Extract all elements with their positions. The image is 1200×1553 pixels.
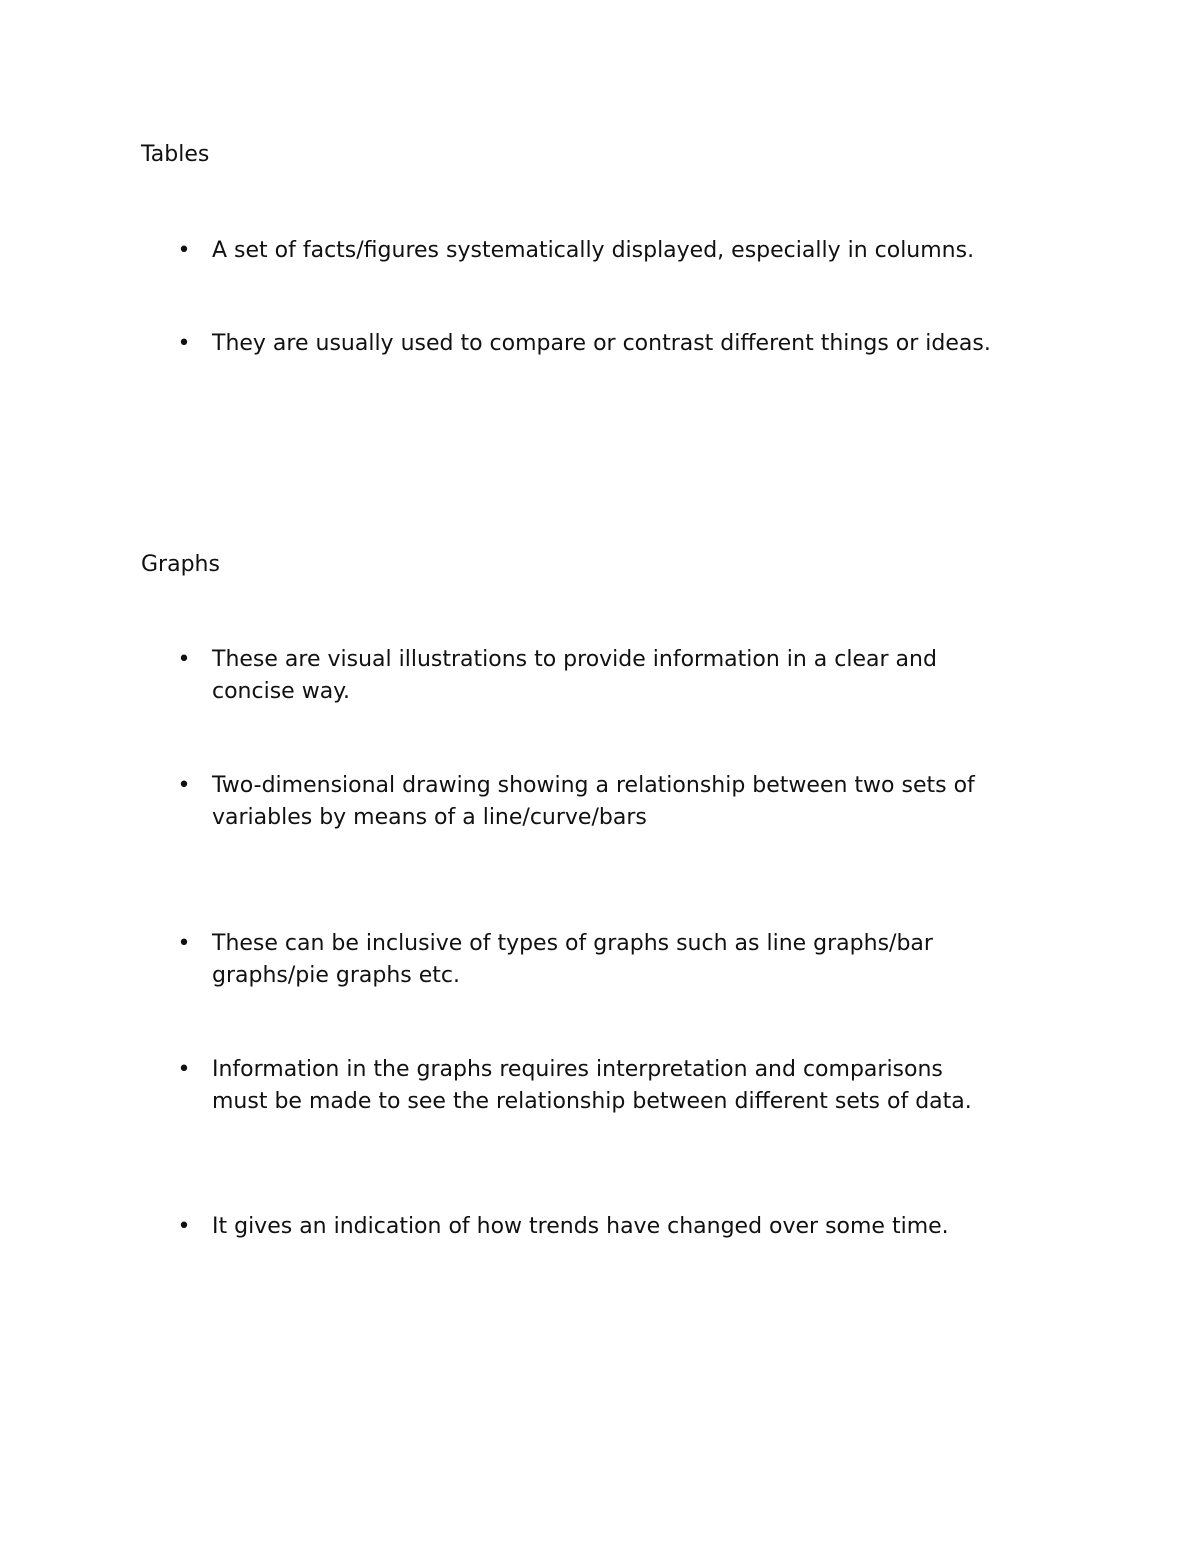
list-item-text: A set of facts/figures systematically displayed, especially in columns.	[212, 238, 975, 263]
bullet-icon: •	[177, 238, 191, 263]
list-item-text-line: graphs/pie graphs etc.	[212, 963, 460, 988]
list-item-text: They are usually used to compare or contrast different things or ideas.	[212, 331, 991, 356]
bullet-icon: •	[177, 331, 191, 356]
list-item-text-line: These can be inclusive of types of graphs such as line graphs/bar	[212, 931, 933, 956]
list-item-text-line: must be made to see the relationship between different sets of data.	[212, 1089, 972, 1114]
bullet-icon: •	[177, 1214, 191, 1239]
list-item-text-line: variables by means of a line/curve/bars	[212, 805, 647, 830]
list-item-text-line: concise way.	[212, 679, 351, 704]
list-item-text-line: Information in the graphs requires interpretation and comparisons	[212, 1057, 943, 1082]
list-item-text-line: These are visual illustrations to provide information in a clear and	[212, 647, 937, 672]
section-heading-graphs: Graphs	[141, 552, 220, 577]
bullet-icon: •	[177, 773, 191, 798]
list-item-text: It gives an indication of how trends have changed over some time.	[212, 1214, 949, 1239]
bullet-icon: •	[177, 647, 191, 672]
bullet-icon: •	[177, 931, 191, 956]
bullet-icon: •	[177, 1057, 191, 1082]
list-item-text-line: Two-dimensional drawing showing a relationship between two sets of	[212, 773, 975, 798]
section-heading-tables: Tables	[141, 142, 210, 167]
